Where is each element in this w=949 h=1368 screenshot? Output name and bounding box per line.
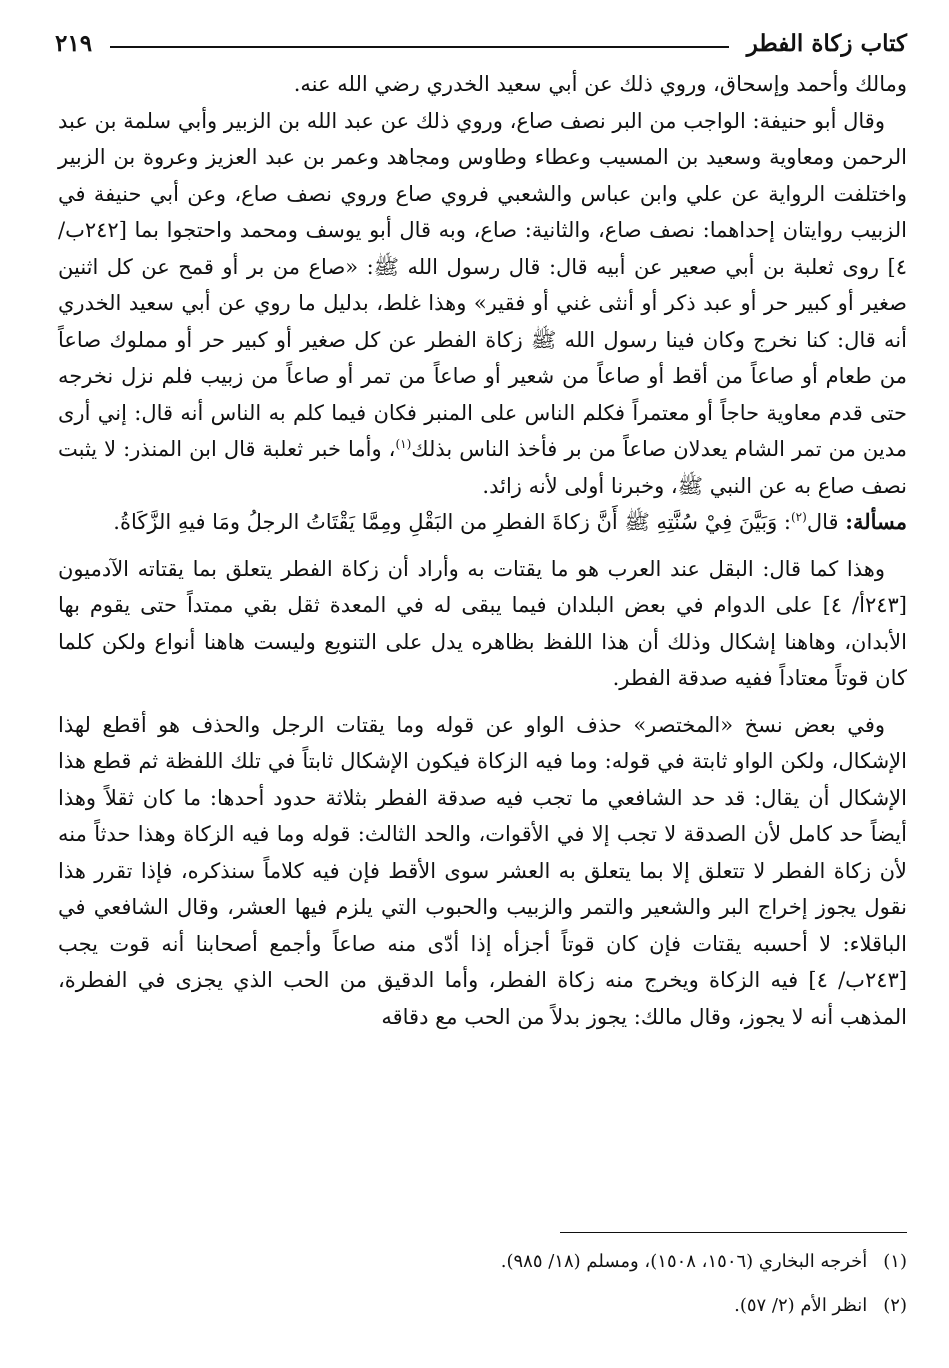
paragraph (58, 707, 907, 1036)
footnote (58, 1284, 907, 1328)
running-header (55, 26, 907, 60)
header-rule (110, 46, 729, 48)
footnote-separator (560, 1232, 907, 1233)
paragraph-text: وفي بعض نسخ «المختصر» حذف الواو عن قوله وما يقتات الرجل والحذف هو أقطع لهذا الإشكال، ولكن الواو ثابتة في قوله: وما فيه الزكاة فيكون الإشكال ثابتاً في تلك اللفظة ثم قطع هذا الإشكال أن يقال: قد حد الشافعي ما تجب فيه صدقة الفطر بثلاثة حدود أحدها: ما كان ثقلاً وهذا أيضاً حد كامل لأن الصدقة لا تجب إلا في الأقوات، والحد الثالث: قوله وما فيه الزكاة وهذا حدثاً منه لأن زكاة الفطر لا تتعلق إلا بما يتعلق به العشر سوى الأقط فإن فيه كلاماً سنذكره، فإذا تقرر هذا نقول يجوز إخراج البر والشعير والتمر والزبيب والحبوب التي يلزم فيها العشر، وقال الشافعي في الباقلاء: لا أحسبه يقتات فإن كان قوتاً أجزأه إذا أدّى منه صاعاً وأجمع أصحابنا أنه قوت يجب [٢٤٣ب/ ٤] فيه الزكاة ويخرج منه زكاة الفطر، وأما الدقيق من الحب الذي يجزى في الفطرة، المذهب أنه لا يجوز، وقال مالك: يجوز بدلاً من الحب مع دقاقه (58, 712, 907, 1029)
paragraph (58, 103, 907, 505)
masala-paragraph: مسألة: قال$^{(٢)}$: وَبَيَّنَ فِيْ سُنَّتِهِ ﷺ أَنَّ زكاةَ الفطرِ من البَقْلِ ومِمَّا يَقْتَاتُ الرجلُ ومَا فيهِ الزَّكَاةُ. (113, 509, 907, 534)
paragraph-text: وقال أبو حنيفة: الواجب من البر نصف صاع، وروي ذلك عن عبد الله بن الزبير وأبي سلمة بن عبد الرحمن ومعاوية وسعيد بن المسيب وعطاء وطاوس ومجاهد وعمر بن عبد العزيز وعروة بن الزبير واختلفت الرواية عن علي وابن عباس والشعبي فروي صاع وروي نصف صاع، وعن أبي حنيفة في الزبيب روايتان إحداهما: نصف صاع، والثانية: صاع، وبه قال أبو يوسف ومحمد واحتجوا بما [٢٤٢ب/ ٤] روى ثعلبة بن أبي صعير عن أبيه قال: قال رسول الله ﷺ: «صاع من بر أو قمح عن كل اثنين صغير أو كبير حر أو عبد ذكر أو أنثى غني أو فقير» وهذا غلط، بدليل ما روي عن أبي سعيد الخدري أنه قال: كنا نخرج وكان فينا رسول الله ﷺ زكاة الفطر عن كل صغير أو كبير حر أو مملوك صاعاً من طعام أو صاعاً من أقط أو صاعاً من شعير أو صاعاً من تمر أو صاعاً من زبيب فلم نزل نخرجه حتى قدم معاوية حاجاً أو معتمراً فكلم الناس على المنبر فكان فيما كلم به الناس أنه قال: إني أرى مدين من تمر الشام يعدلان صاعاً من بر فأخذ الناس بذلك (58, 108, 907, 461)
paragraph (58, 66, 907, 103)
main-text (58, 66, 907, 1035)
footnotes (58, 1240, 907, 1328)
footnote-number: (١) (883, 1251, 907, 1272)
footnote-text: أخرجه البخاري (١٥٠٦، ١٥٠٨)، ومسلم (١٨/ ٩٨٥). (500, 1251, 868, 1272)
paragraph-text: وهذا كما قال: البقل عند العرب هو ما يقتات به وأراد أن زكاة الفطر يتعلق بما يقتاته الآدميون [٢٤٣أ/ ٤] على الدوام في بعض البلدان فيما يبقى له في المعدة ثقل بقي ممتداً حتى يقوم بها الأبدان، وهاهنا إشكال وذلك أن هذا اللفظ بظاهره يدل على التنويع وليست هاهنا أنواع ولكن كلما كان قوتاً معتاداً ففيه صدقة الفطر. (58, 556, 907, 690)
footnote (58, 1240, 907, 1284)
footnote-number: (٢) (883, 1295, 907, 1316)
matn-text: وَبَيَّنَ فِيْ سُنَّتِهِ ﷺ أَنَّ زكاةَ الفطرِ من البَقْلِ ومِمَّا يَقْتَاتُ الرجلُ ومَا فيهِ الزَّكَاةُ. (113, 510, 778, 534)
page-number: ٢١٩ (55, 29, 93, 57)
paragraph (58, 551, 907, 697)
book-title: كتاب زكاة الفطر (746, 29, 907, 57)
masala-label: مسألة: (845, 509, 907, 534)
footnote-marker: (١) (395, 437, 412, 451)
qala-text: قال (806, 510, 839, 534)
footnote-marker: (٢) (790, 510, 807, 524)
footnote-text: انظر الأم (٢/ ٥٧). (734, 1295, 868, 1316)
paragraph-text: ومالك وأحمد وإسحاق، وروي ذلك عن أبي سعيد الخدري رضي الله عنه. (293, 72, 907, 96)
paragraph-text: ، وأما خبر ثعلبة قال ابن المنذر: لا يثبت نصف صاع به عن النبي ﷺ، وخبرنا أولى لأنه زائد. (58, 437, 907, 498)
